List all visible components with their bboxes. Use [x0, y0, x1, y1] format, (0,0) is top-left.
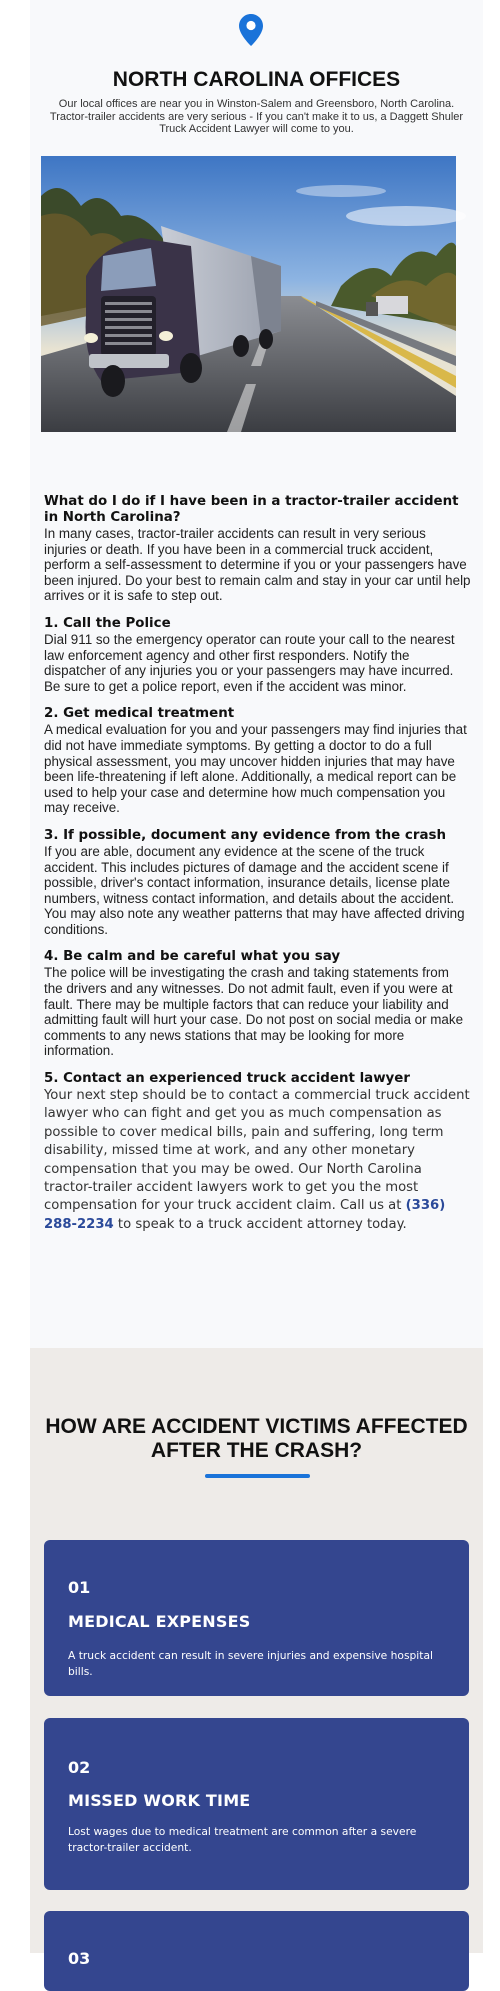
map-pin-icon [239, 14, 263, 46]
victims-affected-section [30, 1348, 483, 1968]
intro-block [44, 494, 471, 604]
step-5 [44, 1071, 471, 1234]
step-3 [44, 828, 471, 938]
card-number: 01 [68, 1578, 91, 1597]
step-heading: 5. Contact an experienced truck accident lawyer [44, 1071, 410, 1087]
step-4 [44, 949, 471, 1059]
final-text-before: Your next step should be to contact a commercial truck accident lawyer who can fight and get you as much compensation as possible to cover medical bills, pain and suffering, long term disability, missed time at work, and any other monetary compensation that you may be owed. Our North Carolina tractor-trailer accident lawyers work to get you the most compensation for your truck accident claim. Call us at [44, 1088, 470, 1214]
section-title: HOW ARE ACCIDENT VICTIMS AFFECTED AFTER THE CRASH? [45, 1415, 468, 1462]
accident-steps-article [44, 494, 471, 1246]
title-underline [205, 1474, 310, 1478]
card-number: 03 [68, 1949, 91, 1968]
intro-heading: What do I do if I have been in a tractor-trailer accident in North Carolina? [44, 494, 459, 525]
intro-body: In many cases, tractor-trailer accidents can result in very serious injuries or death. If you have been in a commercial truck accident, perform a self-assessment to determine if you or your passengers have been injured. Do your best to remain calm and stay in your car until help arrives or it is safe to step out. [44, 526, 471, 604]
card-title: MEDICAL EXPENSES [68, 1612, 251, 1631]
step-body: A medical evaluation for you and your passengers may find injuries that did not have immediate symptoms. By getting a doctor to do a full physical assessment, you may uncover hidden injuries that may have been life-threatening if left alone. Additionally, a medical report can be used to help your case and determine how much compensation you may receive. [44, 722, 467, 816]
step-heading: 1. Call the Police [44, 615, 171, 631]
offices-title: NORTH CAROLINA OFFICES [112, 68, 401, 91]
final-text-after: to speak to a truck accident attorney today. [113, 1216, 407, 1232]
card-text: A truck accident can result in severe injuries and expensive hospital bills. [68, 1649, 433, 1678]
step-heading: 2. Get medical treatment [44, 706, 235, 722]
impact-card-3 [44, 1911, 469, 1991]
step-1 [44, 616, 471, 694]
impact-card-work [44, 1718, 469, 1890]
phone-link[interactable]: (336) 288-2234 [44, 1198, 446, 1232]
step-heading: 4. Be calm and be careful what you say [44, 949, 341, 965]
step-body: If you are able, document any evidence at the scene of the truck accident. This includes pictures of damage and the accident scene if possible, driver's contact information, insurance details, license plate numbers, witness contact information, and details about the accident. You may also note any weather patterns that may have affected driving conditions. [44, 843, 465, 937]
step-2 [44, 706, 471, 816]
card-title: MISSED WORK TIME [68, 1791, 251, 1810]
card-number: 02 [68, 1758, 91, 1777]
step-body: The police will be investigating the crash and taking statements from the drivers and any witnesses. Do not admit fault, even if you were at fault. There may be multiple factors that can reduce your liability and admitting fault will hurt your case. Do not post on social media or make comments to any news stations that may be looking for more information. [44, 965, 464, 1059]
impact-card-medical [44, 1540, 469, 1696]
truck-highway-photo [41, 156, 456, 432]
offices-subtitle: Our local offices are near you in Winston-Salem and Greensboro, North Carolina. Tractor-trailer accidents are very serious - If you can't make it to us, a Daggett Shuler Truck Accident Lawyer will come to you. [49, 98, 464, 135]
card-text: Lost wages due to medical treatment are common after a severe tractor-trailer accident. [68, 1825, 417, 1854]
step-body: Dial 911 so the emergency operator can route your call to the nearest law enforcement agency and other first responders. Notify the dispatcher of any injuries you or your passengers may have incurred. Be sure to get a police report, even if the accident was minor. [44, 631, 455, 694]
step-body [44, 1087, 471, 1234]
step-heading: 3. If possible, document any evidence from the crash [44, 827, 446, 843]
